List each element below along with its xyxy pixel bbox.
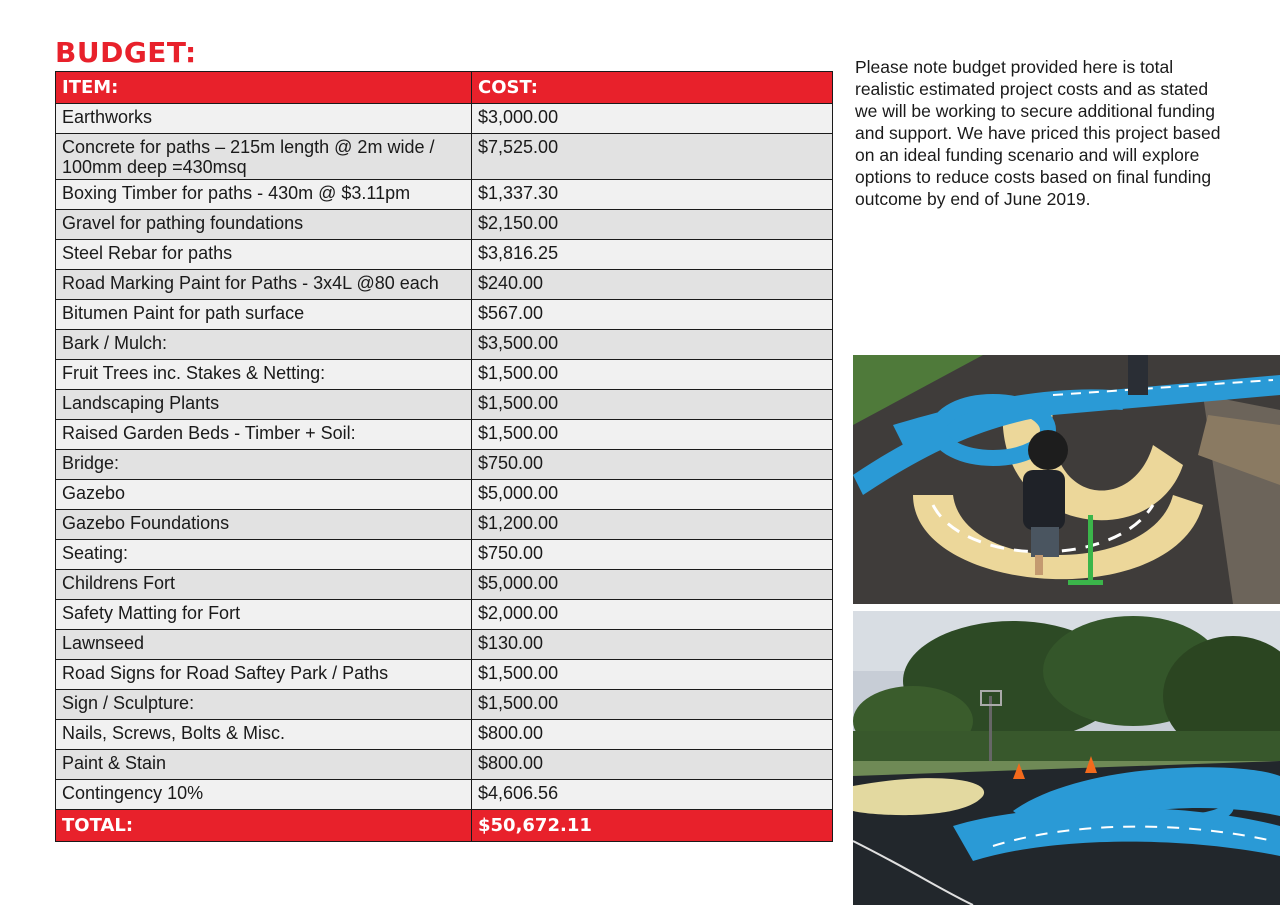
item-cell: Bitumen Paint for path surface xyxy=(56,300,472,330)
item-cell: Nails, Screws, Bolts & Misc. xyxy=(56,720,472,750)
budget-note: Please note budget provided here is total realistic estimated project costs and as stated we will be working to secure additional funding and support. We have priced this project based on an ideal funding scenario and will explore options to reduce costs based on final funding outcome by end of June 2019. xyxy=(855,57,1221,209)
table-row xyxy=(56,630,833,660)
item-cell: Landscaping Plants xyxy=(56,390,472,420)
item-cell: Road Marking Paint for Paths - 3x4L @80 each xyxy=(56,270,472,300)
item-cell: Paint & Stain xyxy=(56,750,472,780)
item-cell: Gazebo xyxy=(56,480,472,510)
item-cell: Steel Rebar for paths xyxy=(56,240,472,270)
road-safety-park-photo-child-scooter xyxy=(853,355,1280,604)
table-row xyxy=(56,510,833,540)
table-row xyxy=(56,720,833,750)
total-cost: $50,672.11 xyxy=(472,810,833,842)
item-cell: Contingency 10% xyxy=(56,780,472,810)
item-cell: Road Signs for Road Saftey Park / Paths xyxy=(56,660,472,690)
item-cell: Gazebo Foundations xyxy=(56,510,472,540)
table-row xyxy=(56,390,833,420)
item-cell: Concrete for paths – 215m length @ 2m wide / 100mm deep =430msq xyxy=(56,134,472,180)
table-row xyxy=(56,570,833,600)
item-cell: Bridge: xyxy=(56,450,472,480)
cost-cell: $2,000.00 xyxy=(472,600,833,630)
table-row xyxy=(56,750,833,780)
table-row xyxy=(56,780,833,810)
table-row xyxy=(56,104,833,134)
table-row xyxy=(56,330,833,360)
table-row xyxy=(56,450,833,480)
table-row xyxy=(56,480,833,510)
table-row xyxy=(56,360,833,390)
cost-cell: $750.00 xyxy=(472,540,833,570)
item-cell: Sign / Sculpture: xyxy=(56,690,472,720)
item-cell: Bark / Mulch: xyxy=(56,330,472,360)
cost-cell: $130.00 xyxy=(472,630,833,660)
table-row xyxy=(56,660,833,690)
table-row xyxy=(56,540,833,570)
table-row xyxy=(56,210,833,240)
table-row xyxy=(56,134,833,180)
cost-cell: $800.00 xyxy=(472,720,833,750)
cost-cell: $567.00 xyxy=(472,300,833,330)
cost-cell: $4,606.56 xyxy=(472,780,833,810)
road-safety-park-photo-trees-tracks xyxy=(853,611,1280,905)
cost-cell: $1,337.30 xyxy=(472,180,833,210)
table-row xyxy=(56,240,833,270)
item-cell: Childrens Fort xyxy=(56,570,472,600)
cost-cell: $1,500.00 xyxy=(472,360,833,390)
cost-cell: $3,816.25 xyxy=(472,240,833,270)
cost-cell: $1,500.00 xyxy=(472,390,833,420)
table-row xyxy=(56,420,833,450)
total-row xyxy=(56,810,833,842)
budget-heading: BUDGET: xyxy=(55,36,197,69)
column-header-cost: COST: xyxy=(472,72,833,104)
budget-table xyxy=(55,71,833,842)
cost-cell: $3,500.00 xyxy=(472,330,833,360)
total-label: TOTAL: xyxy=(56,810,472,842)
cost-cell: $7,525.00 xyxy=(472,134,833,180)
cost-cell: $240.00 xyxy=(472,270,833,300)
cost-cell: $5,000.00 xyxy=(472,570,833,600)
budget-table-body xyxy=(56,104,833,810)
item-cell: Gravel for pathing foundations xyxy=(56,210,472,240)
cost-cell: $1,500.00 xyxy=(472,420,833,450)
item-cell: Boxing Timber for paths - 430m @ $3.11pm xyxy=(56,180,472,210)
cost-cell: $1,200.00 xyxy=(472,510,833,540)
table-row xyxy=(56,180,833,210)
cost-cell: $1,500.00 xyxy=(472,660,833,690)
cost-cell: $5,000.00 xyxy=(472,480,833,510)
item-cell: Raised Garden Beds - Timber + Soil: xyxy=(56,420,472,450)
item-cell: Earthworks xyxy=(56,104,472,134)
item-cell: Seating: xyxy=(56,540,472,570)
cost-cell: $2,150.00 xyxy=(472,210,833,240)
cost-cell: $750.00 xyxy=(472,450,833,480)
table-row xyxy=(56,270,833,300)
cost-cell: $3,000.00 xyxy=(472,104,833,134)
column-header-item: ITEM: xyxy=(56,72,472,104)
cost-cell: $800.00 xyxy=(472,750,833,780)
item-cell: Safety Matting for Fort xyxy=(56,600,472,630)
table-row xyxy=(56,600,833,630)
item-cell: Lawnseed xyxy=(56,630,472,660)
item-cell: Fruit Trees inc. Stakes & Netting: xyxy=(56,360,472,390)
table-row xyxy=(56,690,833,720)
table-header-row xyxy=(56,72,833,104)
cost-cell: $1,500.00 xyxy=(472,690,833,720)
table-row xyxy=(56,300,833,330)
